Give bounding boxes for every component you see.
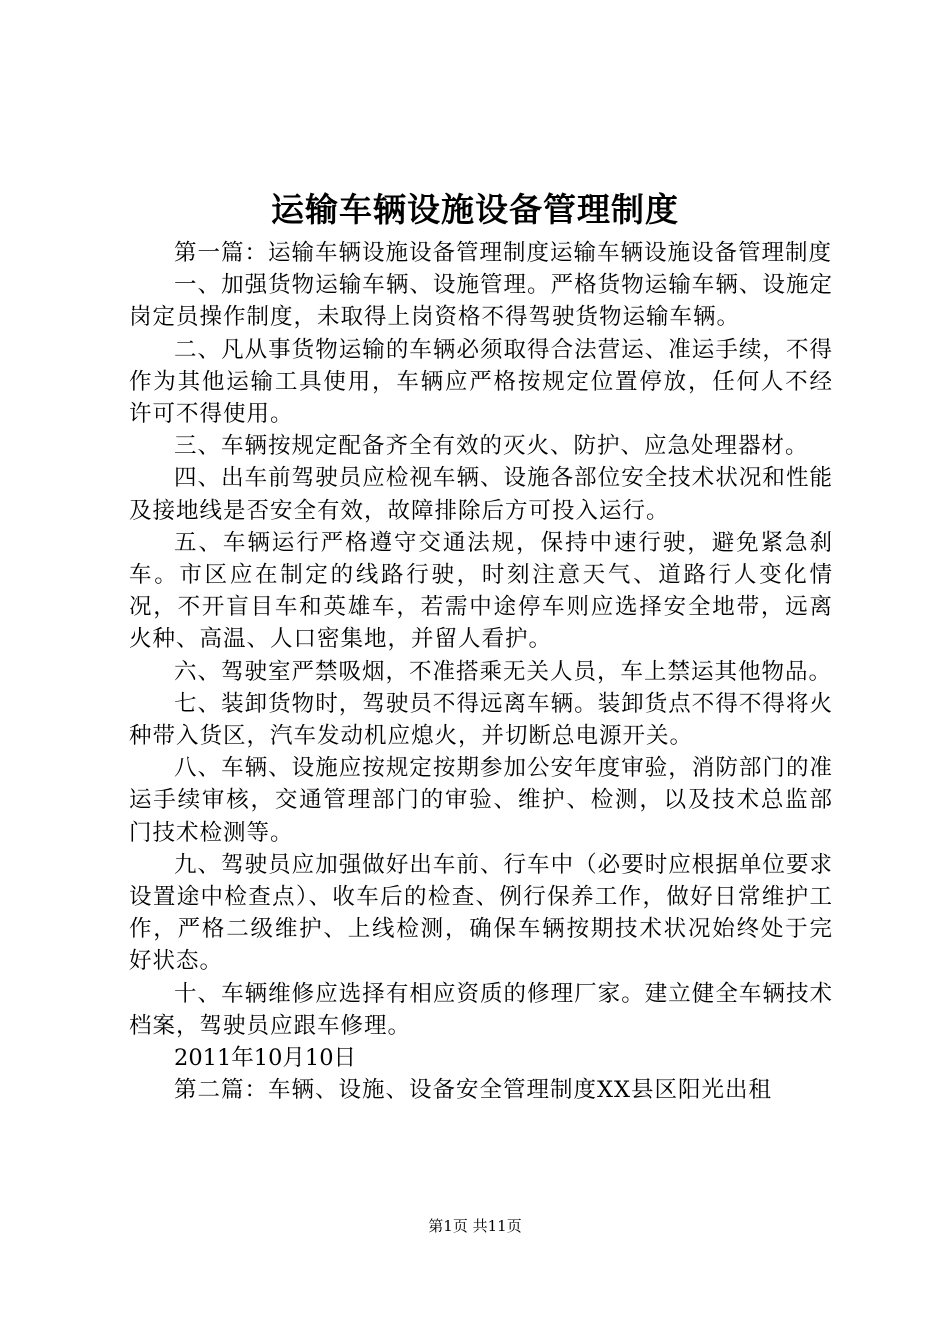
paragraph-item-9: 九、驾驶员应加强做好出车前、行车中（必要时应根据单位要求设置途中检查点）、收车后的检查、例行保养工作，做好日常维护工作，严格二级维护、上线检测，确保车辆按期技术状况始终处于完好状态。 — [129, 851, 833, 975]
paragraph-item-1: 一、加强货物运输车辆、设施管理。严格货物运输车辆、设施定岗定员操作制度，未取得上岗资格不得驾驶货物运输车辆。 — [129, 272, 833, 331]
paragraph-item-3: 三、车辆按规定配备齐全有效的灭火、防护、应急处理器材。 — [174, 433, 809, 460]
paragraph-item-8: 八、车辆、设施应按规定按期参加公安年度审验，消防部门的准运手续审核，交通管理部门的审验、维护、检测，以及技术总监部门技术检测等。 — [129, 755, 833, 846]
document-date: 2011年10月10日 — [174, 1045, 357, 1072]
page-footer: 第1页 共11页 — [428, 1217, 522, 1235]
paragraph-item-7: 七、装卸货物时，驾驶员不得远离车辆。装卸货点不得不得将火种带入货区，汽车发动机应熄火，并切断总电源开关。 — [129, 690, 833, 750]
paragraph-item-5: 五、车辆运行严格遵守交通法规，保持中速行驶，避免紧急刹车。市区应在制定的线路行驶，时刻注意天气、道路行人变化情况，不开盲目车和英雄车，若需中途停车则应选择安全地带，远离火种、高温、人口密集地，并留人看护。 — [129, 529, 833, 653]
paragraph-item-2: 二、凡从事货物运输的车辆必须取得合法营运、准运手续，不得作为其他运输工具使用，车辆应严格按规定位置停放，任何人不经许可不得使用。 — [129, 336, 833, 428]
paragraph-part-one-heading: 第一篇：运输车辆设施设备管理制度运输车辆设施设备管理制度 — [174, 240, 833, 266]
paragraph-part-two-heading: 第二篇：车辆、设施、设备安全管理制度XX县区阳光出租 — [174, 1077, 773, 1104]
document-title: 运输车辆设施设备管理制度 — [271, 190, 679, 229]
paragraph-item-6: 六、驾驶室严禁吸烟，不准搭乘无关人员，车上禁运其他物品。 — [174, 658, 833, 685]
paragraph-item-4: 四、出车前驾驶员应检视车辆、设施各部位安全技术状况和性能及接地线是否安全有效，故障排除后方可投入运行。 — [129, 465, 833, 524]
paragraph-item-10: 十、车辆维修应选择有相应资质的修理厂家。建立健全车辆技术档案，驾驶员应跟车修理。 — [129, 980, 833, 1039]
document-body — [129, 237, 833, 1106]
